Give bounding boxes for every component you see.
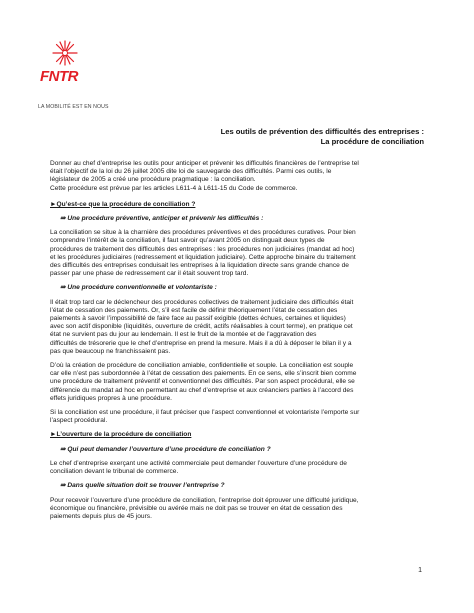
text-line: différencie du mandat ad hoc en permettant au chef d’entreprise et aux créanciers parties à l’accord des [50, 386, 354, 394]
page-number: 1 [418, 567, 422, 574]
text-line: La conciliation se situe à la charnière des procédures préventives et des procédures curatives. Pour bien [50, 229, 356, 237]
text-line: Le chef d’entreprise exerçant une activité commerciale peut demander l’ouverture d’une procédure de [50, 459, 347, 467]
paragraph-3 [50, 299, 426, 356]
document-title [221, 127, 424, 147]
document-body [50, 160, 426, 521]
text-line: difficultés de trésorerie que le chef d’entreprise en prend la mesure. Mais il a dû à déposer le bilan il y a [50, 339, 352, 347]
title-line-2: La procédure de conciliation [320, 137, 424, 146]
paragraph-intro [50, 160, 426, 193]
paragraph-6 [50, 460, 426, 476]
section-heading-1: ►Qu’est-ce que la procédure de conciliation ? [50, 200, 196, 208]
title-line-1: Les outils de prévention des difficultés des entreprises : [220, 127, 424, 136]
text-line: Il était trop tard car le déclencheur des procédures collectives de traitement judiciaire des difficultés était [50, 298, 354, 306]
tagline: LA MOBILITÉ EST EN NOUS [38, 104, 109, 110]
text-line: était l’objectif de la loi du 26 juillet 2005 dite loi de sauvegarde des difficultés. Parmi ces outils, le [50, 168, 332, 176]
text-line: conciliation devant le tribunal de commerce. [50, 468, 179, 476]
text-line: comprendre l’intérêt de la conciliation, il faut savoir qu’avant 2005 on distinguait deux types de [50, 237, 325, 245]
text-line: D’où la création de procédure de conciliation amiable, confidentielle et souple. La conciliation est souple [50, 362, 354, 370]
text-line: passer par une phase de redressement car il était souvent trop tard. [50, 270, 249, 278]
text-line: pas que beaucoup ne franchissaient pas. [50, 347, 171, 355]
text-line: état ne survient pas du jour au lendemain. Il est le fruit de la montée et de l’aggravation des [50, 331, 317, 339]
paragraph-7 [50, 497, 426, 522]
text-line: économique ou financière, prévisible ou avérée mais ne doit pas se trouver en état de cessation des [50, 504, 343, 512]
text-line: paiements depuis plus de 45 jours. [50, 512, 152, 520]
text-line: des difficultés des entreprises conduisait les entreprises à la liquidation directe sans grande chance de [50, 262, 349, 270]
paragraph-4 [50, 362, 426, 403]
fntr-logo [38, 38, 78, 100]
subheading-1b: ⇛ Une procédure conventionnelle et volontariste : [60, 284, 217, 292]
text-line: une procédure de traitement préventif et conventionnel des difficultés. Par son aspect procédural, elle se [50, 378, 355, 386]
paragraph-5 [50, 409, 426, 425]
text-line: paiements à savoir l’impossibilité de faire face au passif exigible (dettes échues, certaines et liquides) [50, 315, 346, 323]
paragraph-2 [50, 229, 426, 278]
text-line: Donner au chef d’entreprise les outils pour anticiper et prévenir les difficultés financières de l’entreprise tel [50, 160, 359, 167]
text-line: car elle n’est pas subordonnée à l’état de cessation des paiements. En ce sens, elle s’inscrit bien comme [50, 370, 357, 378]
text-line: et les procédures judiciaires (redressement et liquidation judiciaire). Cette approche binaire du traitement [50, 253, 356, 261]
logo-text: FNTR [40, 68, 78, 85]
text-line: l’aspect procédural. [50, 417, 108, 425]
subheading-2a: ⇛ Qui peut demander l’ouverture d’une procédure de conciliation ? [60, 445, 271, 453]
text-line: procédures de traitement des difficultés des entreprises : les procédures non judiciaires (mandat ad hoc) [50, 245, 355, 253]
text-line: Si la conciliation est une procédure, il faut préciser que l’aspect conventionnel et volontariste l’emporte sur [50, 409, 360, 417]
text-line: l’état de cessation des paiements. Or, s’il est facile de définir théoriquement l’état de cessation des [50, 306, 338, 314]
text-line: législateur de 2005 a créé une procédure pragmatique : la conciliation. [50, 176, 256, 184]
star-icon [50, 38, 80, 68]
text-line: Pour recevoir l’ouverture d’une procédure de conciliation, l’entreprise doit éprouver une difficulté juridique, [50, 496, 359, 504]
section-heading-2: ►L’ouverture de la procédure de conciliation [50, 431, 192, 439]
subheading-1a: ⇛ Une procédure préventive, anticiper et prévenir les difficultés : [60, 215, 264, 223]
text-line: effets juridiques propres à une procédure. [50, 394, 172, 402]
text-line: Cette procédure est prévue par les articles L611-4 à L611-15 du Code de commerce. [50, 184, 298, 192]
subheading-2b: ⇛ Dans quelle situation doit se trouver l’entreprise ? [60, 482, 225, 490]
text-line: avec son actif disponible (liquidités, ouverture de crédit, actifs réalisables à court terme), en pratique cet [50, 323, 353, 331]
